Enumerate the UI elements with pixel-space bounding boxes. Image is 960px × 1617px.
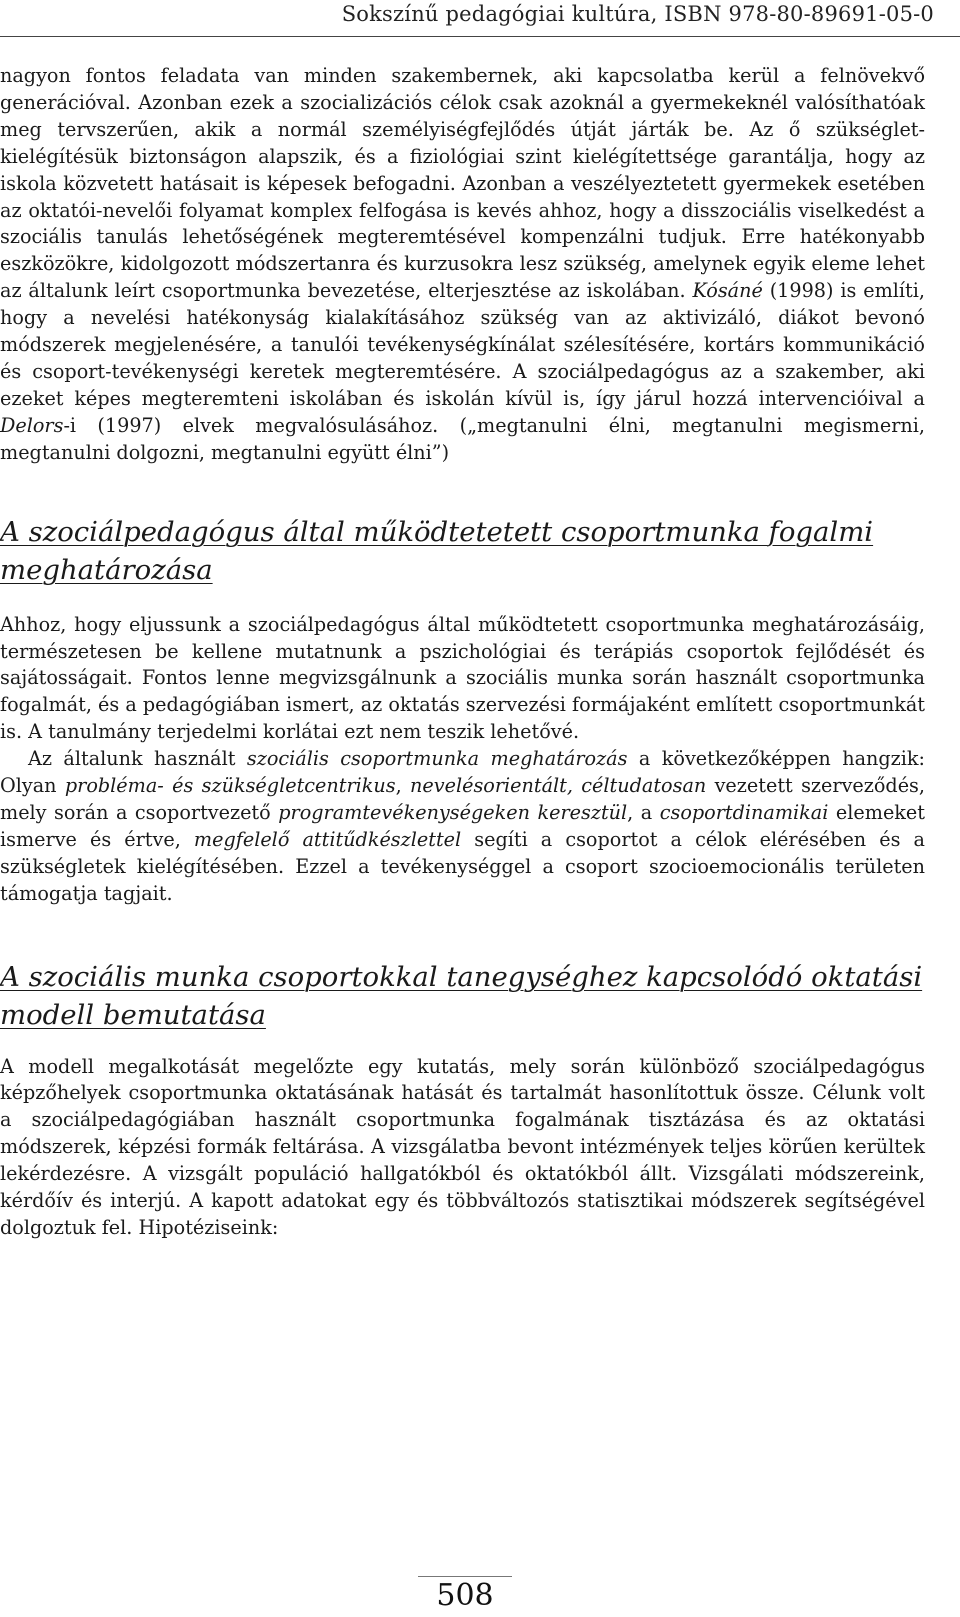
text-span: , a bbox=[627, 800, 660, 824]
emphasis: probléma- és szükségletcentrikus bbox=[64, 774, 396, 798]
emphasis: nevelésorientált, céltudatosan bbox=[410, 774, 707, 798]
footer-divider bbox=[418, 1576, 512, 1577]
body-paragraph: A modell megalkotását megelőzte egy kutatás, mely során különböző szociálpedagógus képzőhelyek csoportmunka oktatásának hatását és tartalmát hasonlítottuk össze. Célunk volt a szociálpedagógiában használt csoportmunka fogalmának tisztázása és az oktatási módszerek, képzési formák feltárása. A vizsgálatba bevont intézmények teljes körűen kerültek lekérdezésre. A vizsgált populáció hallgatókból és oktatókból állt. Vizsgálati módszereink, kérdőív és interjú. A kapott adatokat egy és többváltozós statisztikai módszerek segítségével dolgoztuk fel. Hipotéziseink: bbox=[0, 1054, 925, 1239]
text-span: , bbox=[395, 774, 411, 798]
running-header: Sokszínű pedagógiai kultúra, ISBN 978-80-89691-05-0 bbox=[341, 2, 934, 26]
body-paragraph: Ahhoz, hogy eljussunk a szociálpedagógus által működtetett csoportmunka meghatározásáig, természetesen be kellene mutatnunk a pszichológiai és terápiás csoportok fejlődését és sajátosságait. Fontos lenne megvizsgálnunk a szociális munka során használt csoportmunka fogalmát, és a pedagógiában ismert, az oktatás szervezési formájaként említett csoportmunkát is. A tanulmány terjedelmi korlátai ezt nem teszik lehetővé. bbox=[0, 612, 925, 744]
text-span: (1998) is említi, hogy a nevelési hatékonyság kialakításához szükség van az aktivizáló, diákot bevonó módszerek megjelenésére, a tanulói tevékenységkínálat szélesítésére, kortárs kommunikáció és csoport-tevékenységi keretek megteremtésére. A szociálpedagógus az a szakember, aki ezeket képes megteremteni iskolában és iskolán kívül is, így járul hozzá intervencióival a bbox=[0, 279, 925, 410]
body-paragraph bbox=[0, 63, 925, 467]
text-span: vezetett szerveződés, mely során a csoportvezető bbox=[0, 774, 926, 824]
text-span: nagyon fontos feladata van minden szakembernek, aki kapcsolatba kerül a felnövekvő generációval. Azonban ezek a szocializációs célok csak azoknál a gyermekeknél valósíthatóak meg tervszerűen, akik a normál személyiségfejlődés útját járták be. Az ő szükséglet-kielégítésük biztonságon alapszik, és a fiziológiai szint kielégítettsége garantálja, hogy az iskola közvetett hatásait is képesek befogadni. Azonban a veszélyeztetett gyermekek esetében az oktatói-nevelői folyamat komplex felfogása is kevés ahhoz, hogy a disszociális viselkedést a szociális tanulás lehetőségének megteremtésével kompenzálni tudjuk. Erre hatékonyabb eszközökre, kidolgozott módszertanra és kurzusokra lesz szükség, amelynek egyik eleme lehet az általunk leírt csoportmunka bevezetése, elterjesztése az iskolában. bbox=[0, 64, 925, 303]
text-span: elemeket ismerve és értve, bbox=[0, 800, 925, 851]
page-number: 508 bbox=[436, 1578, 494, 1613]
section-heading: A szociális munka csoportokkal tanegységhez kapcsolódó oktatási modell bemutatása bbox=[0, 960, 923, 1031]
page-body bbox=[0, 62, 925, 1242]
text-span: segíti a csoportot a célok elérésében és a szükségletek kielégítésében. Ezzel a tevékenységgel a csoport szocioemocionális területen támogatja tagjait. bbox=[0, 827, 925, 905]
author-name: Delors bbox=[0, 413, 64, 437]
definition-paragraph bbox=[0, 746, 925, 907]
section-heading: A szociálpedagógus által működtetetett csoportmunka fogalmi meghatározása bbox=[0, 515, 874, 586]
emphasis: megfelelő attitűdkészlettel bbox=[193, 827, 462, 851]
emphasis: szociális csoportmunka meghatározás bbox=[246, 747, 628, 771]
emphasis: csoportdinamikai bbox=[659, 800, 829, 824]
text-span: Az általunk használt bbox=[28, 747, 247, 771]
text-span: -i (1997) elvek megvalósulásához. („megtanulni élni, megtanulni megismerni, megtanulni dolgozni, megtanulni együtt élni”) bbox=[0, 413, 925, 464]
text-span: a következőképpen hangzik: Olyan bbox=[0, 747, 925, 798]
header-divider bbox=[0, 36, 960, 37]
emphasis: programtevékenységeken keresztül bbox=[278, 800, 628, 824]
author-name: Kósáné bbox=[692, 279, 763, 303]
